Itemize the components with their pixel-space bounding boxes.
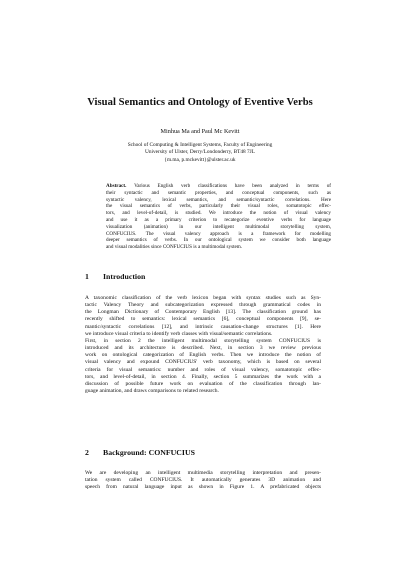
paper-title: Visual Semantics and Ontology of Eventive Verbs [87, 97, 313, 108]
section-heading-introduction [85, 272, 145, 281]
abstract [106, 183, 331, 251]
abstract-line: the visual semantics of verbs, particularly their visual roles, somatotopic effec- [106, 203, 331, 210]
abstract-line: their syntactic and semantic properties, and conceptual components, such as [106, 189, 331, 196]
abstract-line: CONFUCIUS. The visual valency approach is a framework for modelling [106, 230, 331, 237]
abstract-line: tors, and level-of-detail, is studied. We introduce the notion of visual valency [106, 210, 331, 217]
paragraph-line: discussion of possible future work on evaluation of the classification through lan- [85, 380, 321, 387]
section-number: 2 [85, 448, 89, 457]
paragraph-line: recently shifted to semantics: lexical semantics [6], conceptual components [9], se- [85, 316, 321, 323]
paragraph-line: speech from natural language input as shown in Figure 1. A prefabricated objects [85, 484, 321, 491]
section-number: 1 [85, 272, 89, 281]
abstract-line: Abstract. Various English verb classifications have been analyzed in terms of [106, 183, 331, 189]
intro-paragraph-1 [85, 295, 321, 338]
section-title: Background: CONFUCIUS [103, 448, 195, 457]
abstract-line: syntactic valency, lexical semantics, and semantic/syntactic correlations. Here [106, 196, 331, 203]
abstract-line: and use it as a primary criterion to recategorize eventive verbs for language [106, 216, 331, 223]
paragraph-line: A taxonomic classification of the verb lexicon began with syntax studies such as Syn- [85, 295, 321, 301]
paragraph-line: we introduce visual criteria to identify verb classes with visual/semantic correlations. [85, 330, 273, 337]
paragraph-line: visual valency and expound CONFUCIUS' verb taxonomy, which is based on several [85, 359, 321, 366]
paragraph-line: criteria for visual semantics: number and roles of visual valency, somatotopic effec- [85, 366, 321, 373]
paragraph-line: We are developing an intelligent multimedia storytelling interpretation and presen- [85, 470, 321, 476]
paragraph-line: First, in section 2 the intelligent multimodal storytelling system CONFUCIUS is [85, 338, 321, 344]
paragraph-line: tactic Valency Theory and subcategorization expressed through grammatical codes in [85, 302, 321, 309]
abstract-line: visualization (animation) in our intelligent multimodal storytelling system, [106, 223, 331, 230]
paper-authors: Minhua Ma and Paul Mc Kevitt [160, 128, 240, 135]
abstract-line: deeper semantics of verbs. In our ontological system we consider both language [106, 237, 331, 244]
paragraph-line: guage animation, and draws comparisons to related research. [85, 388, 219, 395]
paragraph-line: the Longman Dictionary of Contemporary English [13]. The classification ground has [85, 309, 321, 316]
paragraph-line: work on ontological categorization of English verbs. Then we introduce the notion of [85, 352, 321, 359]
section-title: Introduction [103, 272, 146, 281]
paragraph-line: tors, and level-of-detail, in section 4. Finally, section 5 summarizes the work with a [85, 373, 321, 380]
paragraph-line: tation system called CONFUCIUS. It automatically generates 3D animation and [85, 477, 321, 484]
affiliation [0, 142, 400, 164]
abstract-label: Abstract. [106, 183, 127, 189]
affiliation-school: School of Computing & Intelligent Systems, Faculty of Engineering [127, 142, 273, 148]
abstract-line: and visual modalities since CONFUCIUS is a multimodal system. [106, 244, 243, 251]
paragraph-line: mantic/syntactic correlations [12], and intrinsic causation-change structures [1]. Here [85, 323, 321, 330]
background-paragraph-1 [85, 470, 321, 491]
intro-paragraph-2 [85, 338, 321, 395]
paragraph-line: introduced and its architecture is described. Next, in section 3 we review previous [85, 345, 321, 352]
section-heading-background [85, 448, 195, 457]
affiliation-email[interactable]: {m.ma, p.mckevitt}@ulster.ac.uk [164, 156, 236, 163]
affiliation-university: University of Ulster, Derry/Londonderry, BT48 7JL [145, 149, 255, 156]
